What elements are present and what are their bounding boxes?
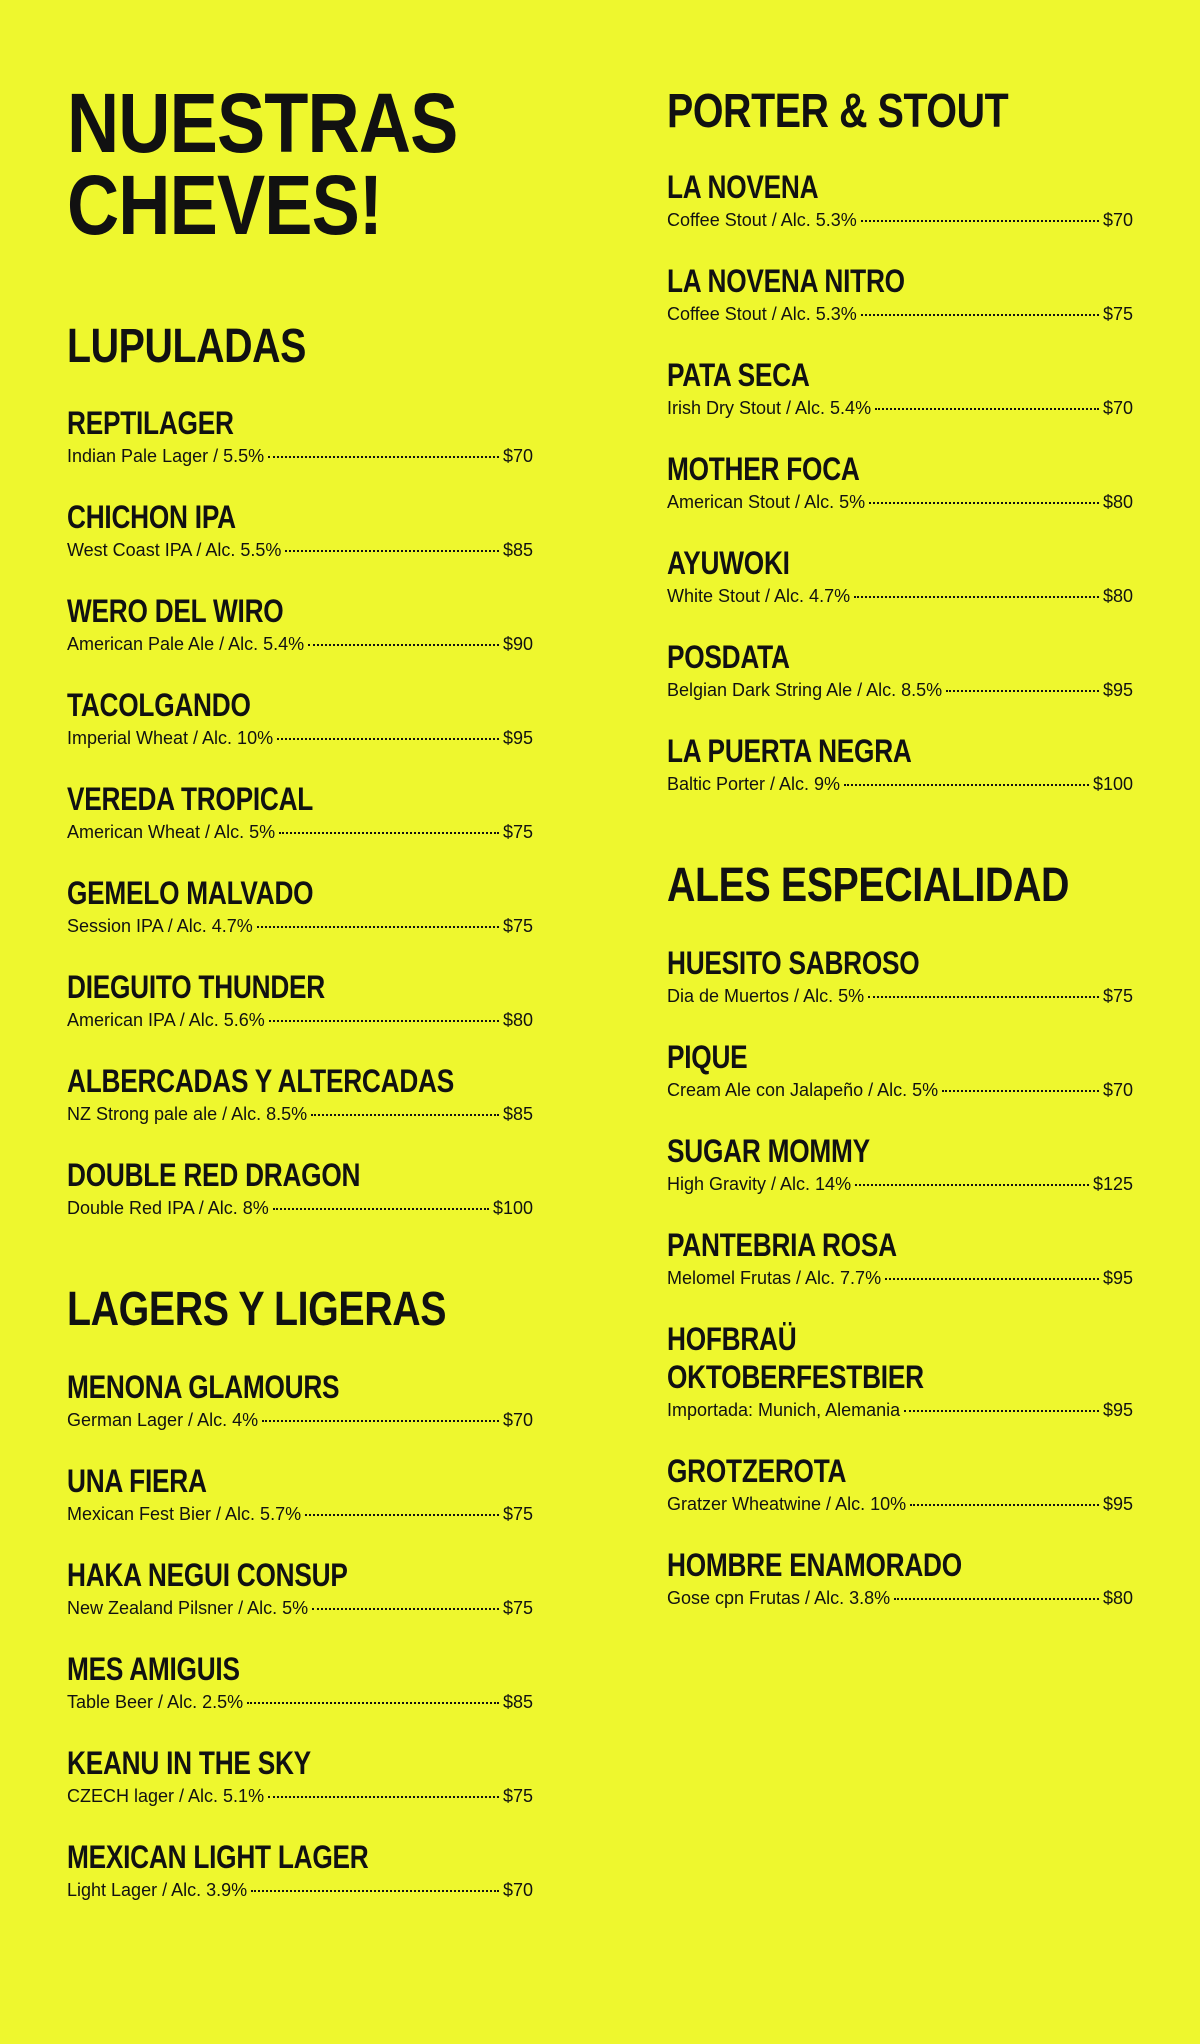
beer-item xyxy=(667,1452,1133,1516)
beer-price: $70 xyxy=(502,446,533,466)
beer-name: HUESITO SABROSO xyxy=(667,945,920,981)
beer-name: KEANU IN THE SKY xyxy=(67,1745,311,1781)
beer-name: GROTZEROTA xyxy=(667,1453,847,1489)
beer-price: $75 xyxy=(502,822,533,842)
beer-item xyxy=(67,1156,533,1220)
beer-price: $75 xyxy=(1102,304,1133,324)
beer-item xyxy=(67,780,533,844)
beer-description: Baltic Porter / Alc. 9% xyxy=(667,774,841,794)
beer-description: American Wheat / Alc. 5% xyxy=(67,822,276,842)
beer-item xyxy=(67,1556,533,1620)
beer-item xyxy=(67,592,533,656)
section-title-lupuladas: LUPULADAS xyxy=(67,320,307,373)
beer-description: Belgian Dark String Ale / Alc. 8.5% xyxy=(667,680,943,700)
dot-leader xyxy=(305,1514,499,1516)
beer-item xyxy=(667,168,1133,232)
beer-price: $75 xyxy=(1102,986,1133,1006)
beer-name: PANTEBRIA ROSA xyxy=(667,1227,897,1263)
beer-name: MES AMIGUIS xyxy=(67,1651,240,1687)
beer-item xyxy=(67,1462,533,1526)
beer-item xyxy=(67,404,533,468)
beer-description: American IPA / Alc. 5.6% xyxy=(67,1010,265,1030)
beer-description: Double Red IPA / Alc. 8% xyxy=(67,1198,269,1218)
menu-title-line-2: CHEVES! xyxy=(67,158,383,252)
beer-name: LA NOVENA NITRO xyxy=(667,263,905,299)
beer-name xyxy=(667,1320,1049,1396)
beer-item xyxy=(667,450,1133,514)
beer-name: HOMBRE ENAMORADO xyxy=(667,1547,962,1583)
beer-item xyxy=(67,968,533,1032)
beer-name: MENONA GLAMOURS xyxy=(67,1369,340,1405)
dot-leader xyxy=(844,784,1089,786)
beer-name: REPTILAGER xyxy=(67,405,234,441)
beer-description: New Zealand Pilsner / Alc. 5% xyxy=(67,1598,309,1618)
beer-price: $85 xyxy=(502,1692,533,1712)
dot-leader xyxy=(869,502,1099,504)
beer-item xyxy=(67,1744,533,1808)
beer-name: SUGAR MOMMY xyxy=(667,1133,870,1169)
section-title-lagers: LAGERS Y LIGERAS xyxy=(67,1283,447,1336)
beer-name: HAKA NEGUI CONSUP xyxy=(67,1557,348,1593)
dot-leader xyxy=(277,738,499,740)
beer-description: Imperial Wheat / Alc. 10% xyxy=(67,728,274,748)
beer-name: ALBERCADAS Y ALTERCADAS xyxy=(67,1063,455,1099)
beer-name: DOUBLE RED DRAGON xyxy=(67,1157,361,1193)
beer-item xyxy=(667,1038,1133,1102)
beer-price: $95 xyxy=(1102,1494,1133,1514)
beer-item xyxy=(667,1546,1133,1610)
beer-price: $70 xyxy=(502,1880,533,1900)
dot-leader xyxy=(910,1504,1099,1506)
dot-leader xyxy=(855,1184,1089,1186)
beer-description: Melomel Frutas / Alc. 7.7% xyxy=(667,1268,882,1288)
beer-item xyxy=(67,874,533,938)
beer-description: High Gravity / Alc. 14% xyxy=(667,1174,852,1194)
dot-leader xyxy=(875,408,1099,410)
beer-price: $80 xyxy=(1102,586,1133,606)
menu-title xyxy=(67,76,458,252)
beer-name-line-1: HOFBRAÜ xyxy=(667,1321,797,1357)
dot-leader xyxy=(251,1890,499,1892)
beer-description: Gratzer Wheatwine / Alc. 10% xyxy=(667,1494,907,1514)
beer-name: TACOLGANDO xyxy=(67,687,251,723)
beer-item xyxy=(67,1650,533,1714)
beer-description: American Pale Ale / Alc. 5.4% xyxy=(67,634,305,654)
beer-price: $95 xyxy=(502,728,533,748)
beer-description: Cream Ale con Jalapeño / Alc. 5% xyxy=(667,1080,939,1100)
beer-description: German Lager / Alc. 4% xyxy=(67,1410,259,1430)
menu-title-line-1: NUESTRAS xyxy=(67,76,458,170)
beer-item xyxy=(667,732,1133,796)
beer-name: GEMELO MALVADO xyxy=(67,875,314,911)
beer-name: LA NOVENA xyxy=(667,169,819,205)
beer-name: AYUWOKI xyxy=(667,545,790,581)
beer-description: Dia de Muertos / Alc. 5% xyxy=(667,986,865,1006)
beer-price: $95 xyxy=(1102,680,1133,700)
beer-item xyxy=(67,498,533,562)
beer-description: CZECH lager / Alc. 5.1% xyxy=(67,1786,265,1806)
beer-price: $75 xyxy=(502,1504,533,1524)
dot-leader xyxy=(269,1020,499,1022)
beer-name: PATA SECA xyxy=(667,357,810,393)
beer-price: $125 xyxy=(1092,1174,1133,1194)
beer-item xyxy=(667,1320,1133,1422)
dot-leader xyxy=(861,220,1099,222)
dot-leader xyxy=(946,690,1099,692)
beer-item xyxy=(667,944,1133,1008)
beer-name: MEXICAN LIGHT LAGER xyxy=(67,1839,369,1875)
beer-item xyxy=(67,1368,533,1432)
beer-price: $100 xyxy=(492,1198,533,1218)
beer-description: Coffee Stout / Alc. 5.3% xyxy=(667,304,857,324)
beer-description: Irish Dry Stout / Alc. 5.4% xyxy=(667,398,872,418)
beer-price: $85 xyxy=(502,540,533,560)
beer-item xyxy=(67,686,533,750)
dot-leader xyxy=(285,550,499,552)
beer-item xyxy=(667,262,1133,326)
beer-name: MOTHER FOCA xyxy=(667,451,860,487)
dot-leader xyxy=(311,1114,499,1116)
dot-leader xyxy=(279,832,499,834)
beer-description: Importada: Munich, Alemania xyxy=(667,1400,901,1420)
dot-leader xyxy=(308,644,499,646)
beer-price: $100 xyxy=(1092,774,1133,794)
dot-leader xyxy=(854,596,1099,598)
beer-name: LA PUERTA NEGRA xyxy=(667,733,912,769)
beer-name: PIQUE xyxy=(667,1039,748,1075)
beer-name: DIEGUITO THUNDER xyxy=(67,969,325,1005)
beer-price: $75 xyxy=(502,916,533,936)
beer-name: WERO DEL WIRO xyxy=(67,593,284,629)
dot-leader xyxy=(861,314,1099,316)
beer-description: Indian Pale Lager / 5.5% xyxy=(67,446,265,466)
beer-price: $70 xyxy=(1102,398,1133,418)
dot-leader xyxy=(942,1090,1099,1092)
beer-description: White Stout / Alc. 4.7% xyxy=(667,586,851,606)
beer-name: VEREDA TROPICAL xyxy=(67,781,314,817)
dot-leader xyxy=(312,1608,499,1610)
dot-leader xyxy=(262,1420,499,1422)
beer-price: $95 xyxy=(1102,1268,1133,1288)
beer-price: $80 xyxy=(1102,492,1133,512)
beer-item xyxy=(667,356,1133,420)
beer-price: $75 xyxy=(502,1786,533,1806)
beer-item xyxy=(67,1838,533,1902)
beer-description: Mexican Fest Bier / Alc. 5.7% xyxy=(67,1504,302,1524)
beer-item xyxy=(667,1226,1133,1290)
dot-leader xyxy=(247,1702,499,1704)
beer-price: $85 xyxy=(502,1104,533,1124)
beer-price: $80 xyxy=(502,1010,533,1030)
dot-leader xyxy=(268,1796,499,1798)
beer-name: CHICHON IPA xyxy=(67,499,236,535)
dot-leader xyxy=(273,1208,489,1210)
beer-price: $70 xyxy=(1102,1080,1133,1100)
beer-price: $95 xyxy=(1102,1400,1133,1420)
beer-item xyxy=(67,1062,533,1126)
beer-price: $70 xyxy=(1102,210,1133,230)
beer-name: POSDATA xyxy=(667,639,790,675)
beer-item xyxy=(667,638,1133,702)
beer-description: Gose cpn Frutas / Alc. 3.8% xyxy=(667,1588,891,1608)
beer-price: $70 xyxy=(502,1410,533,1430)
beer-description: Table Beer / Alc. 2.5% xyxy=(67,1692,244,1712)
dot-leader xyxy=(257,926,499,928)
dot-leader xyxy=(268,456,499,458)
dot-leader xyxy=(894,1598,1099,1600)
dot-leader xyxy=(868,996,1099,998)
beer-item xyxy=(667,544,1133,608)
beer-description: Session IPA / Alc. 4.7% xyxy=(67,916,253,936)
section-title-porter-stout: PORTER & STOUT xyxy=(667,85,1009,138)
beer-description: American Stout / Alc. 5% xyxy=(667,492,866,512)
section-title-ales-especialidad: ALES ESPECIALIDAD xyxy=(667,859,1069,912)
beer-name-line-2: OKTOBERFESTBIER xyxy=(667,1359,924,1395)
dot-leader xyxy=(885,1278,1099,1280)
dot-leader xyxy=(904,1410,1099,1412)
beer-price: $90 xyxy=(502,634,533,654)
beer-description: Coffee Stout / Alc. 5.3% xyxy=(667,210,857,230)
beer-description: Light Lager / Alc. 3.9% xyxy=(67,1880,248,1900)
beer-name: UNA FIERA xyxy=(67,1463,207,1499)
beer-item xyxy=(667,1132,1133,1196)
beer-price: $75 xyxy=(502,1598,533,1618)
beer-description: West Coast IPA / Alc. 5.5% xyxy=(67,540,282,560)
beer-description: NZ Strong pale ale / Alc. 8.5% xyxy=(67,1104,308,1124)
beer-price: $80 xyxy=(1102,1588,1133,1608)
